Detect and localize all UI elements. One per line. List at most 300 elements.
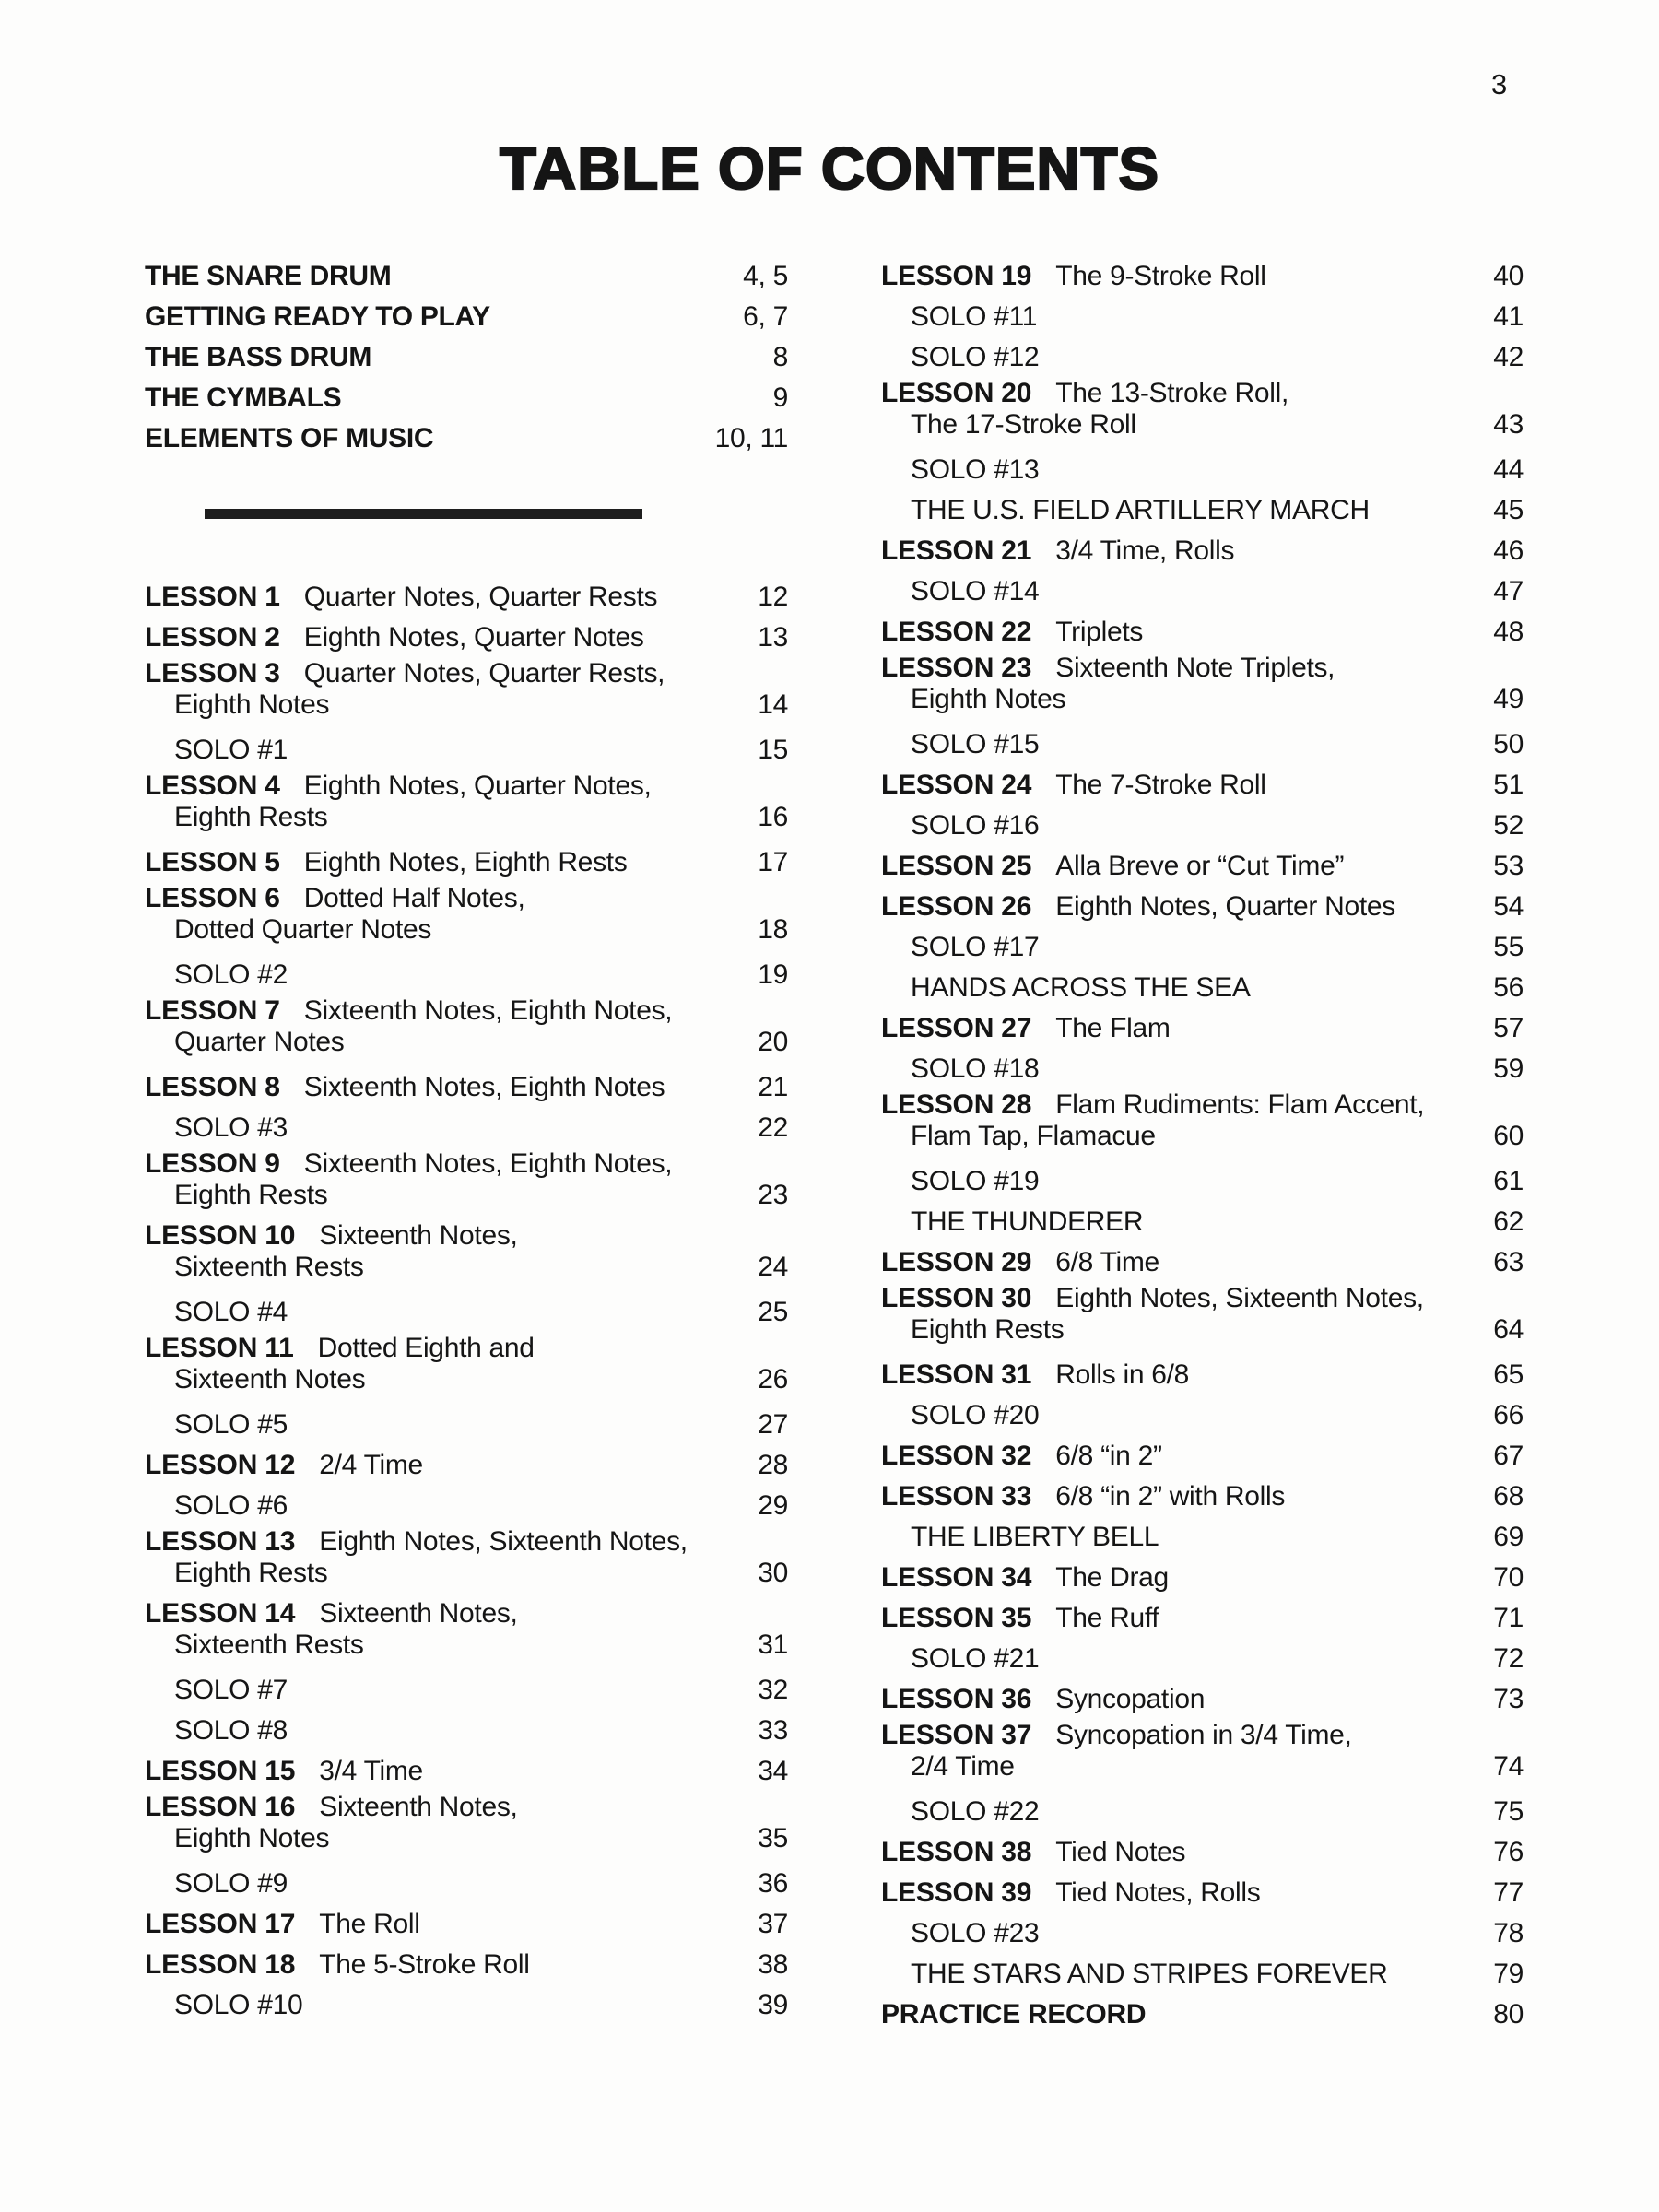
lesson-number: LESSON 9	[145, 1148, 280, 1179]
lesson-number: LESSON 35	[881, 1603, 1032, 1633]
page-ref: 69	[1493, 1522, 1524, 1552]
page-ref: 12	[758, 582, 788, 612]
lesson-title-continued: Sixteenth Notes	[174, 1364, 366, 1394]
entry-line-2	[145, 1558, 788, 1589]
page-ref: 61	[1493, 1166, 1524, 1196]
lesson-title: Eighth Notes, Quarter Notes	[1055, 891, 1396, 922]
lesson-number: LESSON 39	[881, 1877, 1032, 1908]
section-divider	[205, 509, 642, 519]
entry-title: SOLO #22	[911, 1796, 1040, 1827]
entry-line-1	[145, 1526, 788, 1558]
entry-title: SOLO #3	[174, 1112, 288, 1143]
lesson-title: The 7-Stroke Roll	[1055, 770, 1266, 800]
page-ref: 36	[758, 1868, 788, 1899]
lesson-number: LESSON 3	[145, 658, 280, 688]
lesson-number: LESSON 18	[145, 1949, 296, 1980]
entry-title: SOLO #21	[911, 1643, 1040, 1674]
page-ref: 45	[1493, 495, 1524, 525]
page-ref: 19	[758, 959, 788, 990]
page-ref: 56	[1493, 972, 1524, 1003]
lesson-title-continued: Eighth Rests	[174, 1180, 328, 1210]
lesson-title: Sixteenth Notes,	[319, 1792, 518, 1822]
entry-title: SOLO #6	[174, 1490, 288, 1521]
page-ref: 67	[1493, 1441, 1524, 1471]
entry-title: SOLO #11	[911, 301, 1038, 332]
toc-entry[interactable]	[145, 1108, 788, 1148]
page-ref: 4, 5	[743, 261, 788, 291]
entry-line-1	[881, 378, 1524, 409]
lesson-title: The 9-Stroke Roll	[1055, 261, 1266, 291]
lesson-number: LESSON 38	[881, 1837, 1032, 1867]
lesson-number: LESSON 21	[881, 535, 1032, 566]
lesson-number: LESSON 14	[145, 1598, 296, 1629]
lesson-title-continued: Eighth Notes	[174, 1823, 330, 1853]
toc-entry[interactable]	[145, 1445, 788, 1486]
entry-title: SOLO #23	[911, 1918, 1040, 1948]
entry-line-2	[145, 1252, 788, 1283]
toc-entry[interactable]	[881, 724, 1524, 765]
lesson-title: 3/4 Time	[319, 1756, 423, 1786]
toc-entry[interactable]	[881, 1517, 1524, 1558]
page-ref: 60	[1493, 1121, 1524, 1151]
entry-title: SOLO #16	[911, 810, 1040, 841]
lesson-number: LESSON 7	[145, 995, 280, 1026]
lesson-title: The Drag	[1055, 1562, 1169, 1593]
section-title: PRACTICE RECORD	[881, 1999, 1147, 2030]
page-ref: 13	[758, 622, 788, 653]
page-ref: 63	[1493, 1247, 1524, 1277]
entry-line-2	[145, 802, 788, 833]
lesson-number: LESSON 6	[145, 883, 280, 913]
page-ref: 8	[772, 342, 788, 372]
page-ref: 49	[1493, 684, 1524, 714]
page-ref: 37	[758, 1909, 788, 1939]
toc-entry[interactable]	[145, 658, 788, 730]
lesson-title-continued: Sixteenth Rests	[174, 1630, 364, 1660]
front-matter-list	[145, 256, 788, 459]
lesson-number: LESSON 4	[145, 771, 280, 801]
page-ref: 18	[758, 914, 788, 945]
lesson-title: 6/8 “in 2”	[1055, 1441, 1162, 1471]
lesson-title: Sixteenth Notes,	[319, 1598, 518, 1629]
entry-line-2	[145, 1823, 788, 1854]
toc-entry[interactable]	[881, 378, 1524, 450]
page-ref: 24	[758, 1252, 788, 1282]
lesson-number: LESSON 26	[881, 891, 1032, 922]
toc-entry[interactable]	[881, 1598, 1524, 1639]
toc-entry[interactable]	[145, 1670, 788, 1711]
toc-section-entry[interactable]	[145, 337, 788, 378]
lesson-title: Sixteenth Notes, Eighth Notes,	[303, 995, 673, 1026]
entry-line-2	[145, 1364, 788, 1395]
toc-entry[interactable]	[881, 531, 1524, 571]
toc-entry[interactable]	[881, 1873, 1524, 1913]
entry-title: SOLO #15	[911, 729, 1040, 759]
lesson-title: Quarter Notes, Quarter Rests,	[303, 658, 665, 688]
page-ref: 23	[758, 1180, 788, 1210]
toc-entry[interactable]	[881, 1954, 1524, 1994]
entry-line-1	[881, 1720, 1524, 1751]
toc-entry[interactable]	[881, 1792, 1524, 1832]
lesson-title: 6/8 Time	[1055, 1247, 1159, 1277]
lesson-number: LESSON 27	[881, 1013, 1032, 1043]
entry-title: SOLO #12	[911, 342, 1040, 372]
toc-right-column	[881, 256, 1524, 2035]
toc-entry[interactable]	[145, 1864, 788, 1904]
toc-entry[interactable]	[145, 1067, 788, 1108]
entry-line-1	[881, 1283, 1524, 1314]
entry-title: SOLO #10	[174, 1990, 303, 2020]
lesson-title: The Flam	[1055, 1013, 1171, 1043]
toc-entry[interactable]	[145, 1486, 788, 1526]
toc-entry[interactable]	[881, 806, 1524, 846]
lesson-title: Syncopation in 3/4 Time,	[1055, 1720, 1352, 1750]
page-ref: 29	[758, 1490, 788, 1521]
toc-entry[interactable]	[881, 1161, 1524, 1202]
toc-entry[interactable]	[145, 1526, 788, 1598]
page-ref: 78	[1493, 1918, 1524, 1948]
page-ref: 10, 11	[714, 423, 788, 453]
page-ref: 15	[758, 735, 788, 765]
entry-line-2	[145, 1180, 788, 1211]
lesson-number: LESSON 13	[145, 1526, 296, 1557]
lesson-number: LESSON 16	[145, 1792, 296, 1822]
entry-line-2	[881, 409, 1524, 441]
page-ref: 28	[758, 1450, 788, 1480]
entry-line-1	[145, 1148, 788, 1180]
toc-section-entry[interactable]	[145, 297, 788, 337]
toc-entry[interactable]	[881, 968, 1524, 1008]
page-ref: 68	[1493, 1481, 1524, 1512]
lesson-title: Sixteenth Notes, Eighth Notes	[303, 1072, 665, 1102]
page-ref: 79	[1493, 1959, 1524, 1989]
toc-entry[interactable]	[881, 1679, 1524, 1720]
page-ref: 54	[1493, 891, 1524, 922]
page-ref: 76	[1493, 1837, 1524, 1867]
toc-entry[interactable]	[881, 1477, 1524, 1517]
lesson-title-continued: The 17-Stroke Roll	[911, 409, 1136, 440]
toc-left-column	[145, 577, 788, 2026]
entry-line-1	[145, 658, 788, 689]
toc-entry[interactable]	[881, 1720, 1524, 1792]
lesson-title-continued: Eighth Rests	[174, 802, 328, 832]
entry-line-2	[145, 689, 788, 721]
page-ref: 41	[1493, 301, 1524, 332]
toc-entry[interactable]	[881, 1639, 1524, 1679]
entry-title: SOLO #18	[911, 1053, 1040, 1084]
toc-entry[interactable]	[881, 887, 1524, 927]
lesson-title: Tied Notes	[1055, 1837, 1186, 1867]
page-ref: 17	[758, 847, 788, 877]
page-ref: 14	[758, 689, 788, 720]
lesson-title: Rolls in 6/8	[1055, 1359, 1190, 1390]
toc-entry[interactable]	[145, 1985, 788, 2026]
page-ref: 71	[1493, 1603, 1524, 1633]
toc-entry[interactable]	[145, 771, 788, 842]
toc-entry[interactable]	[145, 1220, 788, 1292]
toc-section-entry[interactable]	[881, 1994, 1524, 2035]
page-ref: 44	[1493, 454, 1524, 485]
lesson-number: LESSON 24	[881, 770, 1032, 800]
page-ref: 39	[758, 1990, 788, 2020]
lesson-title: The Ruff	[1055, 1603, 1159, 1633]
entry-line-1	[145, 995, 788, 1027]
page-ref: 73	[1493, 1684, 1524, 1714]
lesson-number: LESSON 17	[145, 1909, 296, 1939]
lesson-number: LESSON 15	[145, 1756, 296, 1786]
entry-line-1	[881, 1089, 1524, 1121]
lesson-number: LESSON 11	[145, 1333, 294, 1363]
page-ref: 57	[1493, 1013, 1524, 1043]
toc-entry[interactable]	[881, 653, 1524, 724]
lesson-number: LESSON 29	[881, 1247, 1032, 1277]
page-ref: 50	[1493, 729, 1524, 759]
toc-entry[interactable]	[881, 1436, 1524, 1477]
page-ref: 55	[1493, 932, 1524, 962]
lesson-title: Tied Notes, Rolls	[1055, 1877, 1261, 1908]
lesson-number: LESSON 20	[881, 378, 1032, 408]
toc-entry[interactable]	[145, 1945, 788, 1985]
toc-entry[interactable]	[881, 1355, 1524, 1395]
page-ref: 42	[1493, 342, 1524, 372]
toc-entry[interactable]	[881, 765, 1524, 806]
entry-line-2	[145, 914, 788, 946]
entry-line-1	[881, 653, 1524, 684]
toc-entry[interactable]	[881, 297, 1524, 337]
lesson-title: 2/4 Time	[319, 1450, 423, 1480]
lesson-title-continued: Eighth Notes	[911, 684, 1066, 714]
lesson-title-continued: Eighth Rests	[911, 1314, 1065, 1345]
lesson-number: LESSON 37	[881, 1720, 1032, 1750]
page-ref: 32	[758, 1675, 788, 1705]
entry-title: HANDS ACROSS THE SEA	[911, 972, 1251, 1003]
lesson-title: The Roll	[319, 1909, 420, 1939]
entry-title: THE U.S. FIELD ARTILLERY MARCH	[911, 495, 1370, 525]
lesson-number: LESSON 1	[145, 582, 280, 612]
section-title: THE CYMBALS	[145, 382, 342, 413]
lesson-title-continued: 2/4 Time	[911, 1751, 1015, 1782]
entry-line-1	[145, 1792, 788, 1823]
entry-title: SOLO #19	[911, 1166, 1040, 1196]
lesson-title: The 5-Stroke Roll	[319, 1949, 530, 1980]
lesson-number: LESSON 12	[145, 1450, 296, 1480]
page-ref: 62	[1493, 1206, 1524, 1237]
section-title: THE SNARE DRUM	[145, 261, 392, 291]
lesson-number: LESSON 28	[881, 1089, 1032, 1120]
page-ref: 35	[758, 1823, 788, 1853]
lesson-title-continued: Dotted Quarter Notes	[174, 914, 432, 945]
page-ref: 6, 7	[743, 301, 788, 332]
entry-title: SOLO #14	[911, 576, 1040, 606]
toc-entry[interactable]	[145, 1751, 788, 1792]
page-ref: 26	[758, 1364, 788, 1394]
entry-title: THE THUNDERER	[911, 1206, 1144, 1237]
entry-line-2	[881, 1121, 1524, 1152]
page-ref: 80	[1493, 1999, 1524, 2030]
lesson-title: Eighth Notes, Eighth Rests	[303, 847, 628, 877]
entry-line-2	[881, 1751, 1524, 1783]
toc-section-entry[interactable]	[145, 378, 788, 418]
lesson-number: LESSON 32	[881, 1441, 1032, 1471]
toc-entry[interactable]	[145, 618, 788, 658]
page-ref: 64	[1493, 1314, 1524, 1345]
lesson-title: Eighth Notes, Sixteenth Notes,	[319, 1526, 688, 1557]
toc-entry[interactable]	[145, 1148, 788, 1220]
toc-entry[interactable]	[881, 1202, 1524, 1242]
lesson-title: Dotted Eighth and	[317, 1333, 535, 1363]
entry-title: SOLO #7	[174, 1675, 288, 1705]
entry-title: SOLO #17	[911, 932, 1040, 962]
lesson-title: Eighth Notes, Quarter Notes	[303, 622, 644, 653]
page-ref: 74	[1493, 1751, 1524, 1782]
page-ref: 27	[758, 1409, 788, 1440]
toc-entry[interactable]	[145, 995, 788, 1067]
lesson-number: LESSON 19	[881, 261, 1032, 291]
lesson-title: Eighth Notes, Quarter Notes,	[303, 771, 652, 801]
entry-title: SOLO #13	[911, 454, 1040, 485]
entry-line-1	[145, 771, 788, 802]
toc-entry[interactable]	[145, 883, 788, 955]
lesson-number: LESSON 23	[881, 653, 1032, 683]
toc-entry[interactable]	[881, 612, 1524, 653]
page-ref: 53	[1493, 851, 1524, 881]
lesson-title: Syncopation	[1055, 1684, 1206, 1714]
toc-section-entry[interactable]	[145, 256, 788, 297]
toc-entry[interactable]	[145, 1711, 788, 1751]
toc-entry[interactable]	[145, 1904, 788, 1945]
toc-entry[interactable]	[881, 256, 1524, 297]
entry-line-2	[145, 1027, 788, 1058]
page-ref: 9	[772, 382, 788, 413]
lesson-title: Eighth Notes, Sixteenth Notes,	[1055, 1283, 1424, 1313]
toc-entry[interactable]	[881, 1395, 1524, 1436]
lesson-number: LESSON 25	[881, 851, 1032, 881]
toc-entry[interactable]	[145, 1598, 788, 1670]
toc-entry[interactable]	[881, 337, 1524, 378]
toc-entry[interactable]	[881, 1832, 1524, 1873]
toc-entry[interactable]	[881, 1242, 1524, 1283]
lesson-title: The 13-Stroke Roll,	[1055, 378, 1289, 408]
lesson-number: LESSON 33	[881, 1481, 1032, 1512]
page-ref: 51	[1493, 770, 1524, 800]
entry-line-1	[145, 1220, 788, 1252]
toc-entry[interactable]	[145, 1292, 788, 1333]
page-ref: 25	[758, 1297, 788, 1327]
page-ref: 77	[1493, 1877, 1524, 1908]
lesson-title-continued: Flam Tap, Flamacue	[911, 1121, 1156, 1151]
toc-entry[interactable]	[145, 955, 788, 995]
lesson-number: LESSON 8	[145, 1072, 280, 1102]
toc-entry[interactable]	[145, 1792, 788, 1864]
page-ref: 65	[1493, 1359, 1524, 1390]
entry-title: SOLO #20	[911, 1400, 1040, 1430]
page-ref: 34	[758, 1756, 788, 1786]
page-ref: 40	[1493, 261, 1524, 291]
page-ref: 38	[758, 1949, 788, 1980]
toc-entry[interactable]	[881, 490, 1524, 531]
toc-entry[interactable]	[881, 450, 1524, 490]
page-ref: 31	[758, 1630, 788, 1660]
entry-line-1	[145, 883, 788, 914]
toc-entry[interactable]	[881, 1089, 1524, 1161]
page-title: TABLE OF CONTENTS	[499, 135, 1160, 202]
section-title: GETTING READY TO PLAY	[145, 301, 490, 332]
entry-title: THE STARS AND STRIPES FOREVER	[911, 1959, 1388, 1989]
page-ref: 20	[758, 1027, 788, 1057]
lesson-title-continued: Eighth Notes	[174, 689, 330, 720]
page-ref: 48	[1493, 617, 1524, 647]
toc-entry[interactable]	[145, 730, 788, 771]
page-ref: 72	[1493, 1643, 1524, 1674]
toc-entry[interactable]	[145, 1333, 788, 1405]
lesson-number: LESSON 22	[881, 617, 1032, 647]
lesson-title: Dotted Half Notes,	[303, 883, 525, 913]
lesson-title: Alla Breve or “Cut Time”	[1055, 851, 1345, 881]
page-ref: 21	[758, 1072, 788, 1102]
page-ref: 47	[1493, 576, 1524, 606]
section-title: THE BASS DRUM	[145, 342, 372, 372]
entry-title: SOLO #9	[174, 1868, 288, 1899]
lesson-number: LESSON 5	[145, 847, 280, 877]
toc-entry[interactable]	[881, 1913, 1524, 1954]
lesson-number: LESSON 2	[145, 622, 280, 653]
page-ref: 33	[758, 1715, 788, 1746]
page-ref: 46	[1493, 535, 1524, 566]
page-ref: 59	[1493, 1053, 1524, 1084]
toc-entry[interactable]	[145, 577, 788, 618]
toc-entry[interactable]	[881, 1283, 1524, 1355]
lesson-title: 6/8 “in 2” with Rolls	[1055, 1481, 1286, 1512]
lesson-title: Sixteenth Notes, Eighth Notes,	[303, 1148, 673, 1179]
lesson-number: LESSON 36	[881, 1684, 1032, 1714]
entry-title: THE LIBERTY BELL	[911, 1522, 1159, 1552]
lesson-title: Flam Rudiments: Flam Accent,	[1055, 1089, 1425, 1120]
toc-entry[interactable]	[881, 1008, 1524, 1049]
toc-entry[interactable]	[881, 927, 1524, 968]
lesson-title: Sixteenth Notes,	[319, 1220, 518, 1251]
entry-line-1	[145, 1333, 788, 1364]
page-ref: 16	[758, 802, 788, 832]
page-ref: 52	[1493, 810, 1524, 841]
entry-title: SOLO #5	[174, 1409, 288, 1440]
page-ref: 75	[1493, 1796, 1524, 1827]
lesson-title-continued: Sixteenth Rests	[174, 1252, 364, 1282]
section-title: ELEMENTS OF MUSIC	[145, 423, 434, 453]
toc-section-entry[interactable]	[145, 418, 788, 459]
entry-line-2	[145, 1630, 788, 1661]
toc-entry[interactable]	[881, 846, 1524, 887]
lesson-title: Quarter Notes, Quarter Rests	[303, 582, 658, 612]
lesson-number: LESSON 30	[881, 1283, 1032, 1313]
entry-line-2	[881, 1314, 1524, 1346]
lesson-title: Sixteenth Note Triplets,	[1055, 653, 1335, 683]
lesson-number: LESSON 10	[145, 1220, 296, 1251]
entry-title: SOLO #8	[174, 1715, 288, 1746]
page-number: 3	[1491, 68, 1508, 100]
page-ref: 22	[758, 1112, 788, 1143]
page-ref: 43	[1493, 409, 1524, 440]
lesson-title-continued: Eighth Rests	[174, 1558, 328, 1588]
lesson-number: LESSON 31	[881, 1359, 1032, 1390]
toc-entry[interactable]	[145, 1405, 788, 1445]
toc-entry[interactable]	[145, 842, 788, 883]
toc-entry[interactable]	[881, 571, 1524, 612]
toc-entry[interactable]	[881, 1558, 1524, 1598]
toc-entry[interactable]	[881, 1049, 1524, 1089]
lesson-number: LESSON 34	[881, 1562, 1032, 1593]
lesson-title: 3/4 Time, Rolls	[1055, 535, 1235, 566]
entry-title: SOLO #4	[174, 1297, 288, 1327]
